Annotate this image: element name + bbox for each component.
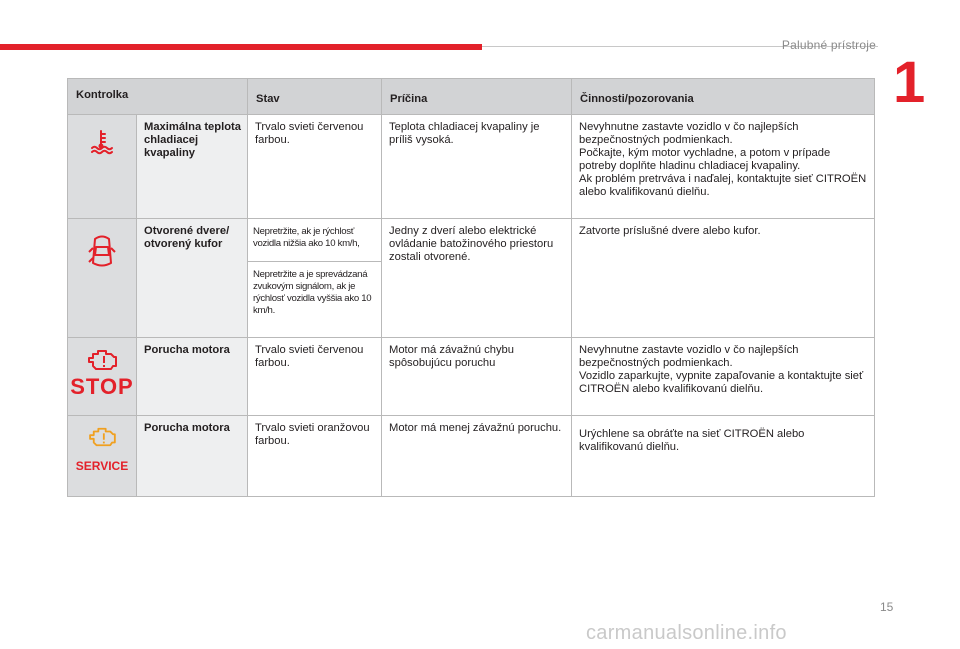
cause-cell: Motor má menej závažnú poruchu. bbox=[382, 416, 572, 497]
table-row bbox=[68, 219, 875, 262]
row-label: Porucha motora bbox=[137, 416, 248, 497]
chapter-number: 1 bbox=[893, 50, 926, 115]
service-label: SERVICE bbox=[75, 459, 129, 473]
cause-cell: Jedny z dverí alebo elektrické ovládanie batožinového priestoru zostali otvorené. bbox=[382, 219, 572, 338]
icon-cell bbox=[68, 115, 137, 219]
header-accent-bar bbox=[0, 44, 482, 50]
row-label: Maximálna teplota chladiacej kvapaliny bbox=[137, 115, 248, 219]
engine-stop-icon bbox=[70, 348, 134, 399]
icon-cell bbox=[68, 338, 137, 416]
state-cell: Nepretržite, ak je rýchlosť vozidla nižšia ako 10 km/h, bbox=[248, 219, 382, 262]
page-number: 15 bbox=[880, 600, 894, 614]
state-cell: Trvalo svieti červenou farbou. bbox=[248, 115, 382, 219]
row-label: Porucha motora bbox=[137, 338, 248, 416]
action-cell: Zatvorte príslušné dvere alebo kufor. bbox=[572, 219, 875, 338]
state-cell: Nepretržite a je sprevádzaná zvukovým signálom, ak je rýchlosť vozidla vyššia ako 10 km/h. bbox=[248, 262, 382, 338]
stop-label: STOP bbox=[70, 374, 134, 399]
engine-service-icon bbox=[76, 426, 128, 473]
column-header-stav: Stav bbox=[248, 79, 382, 115]
coolant-temperature-icon bbox=[89, 129, 115, 159]
table-row bbox=[68, 338, 875, 416]
action-cell: Nevyhnutne zastavte vozidlo v čo najlepších bezpečnostných podmienkach. Vozidlo zaparkujte, vypnite zapaľovanie a kontaktujte sieť CITROËN alebo kvalifikovanú dielňu. bbox=[572, 338, 875, 416]
column-header-cinnosti: Činnosti/pozorovania bbox=[572, 79, 875, 115]
column-header-pricina: Príčina bbox=[382, 79, 572, 115]
table-row bbox=[68, 416, 875, 497]
section-title: Palubné prístroje bbox=[781, 38, 876, 52]
state-cell: Trvalo svieti oranžovou farbou. bbox=[248, 416, 382, 497]
column-header-kontrolka: Kontrolka bbox=[68, 79, 248, 115]
cause-cell: Motor má závažnú chybu spôsobujúcu poruchu bbox=[382, 338, 572, 416]
action-cell: Urýchlene sa obráťte na sieť CITROËN alebo kvalifikovanú dielňu. bbox=[572, 416, 875, 497]
icon-cell bbox=[68, 219, 137, 338]
warning-lights-table bbox=[67, 78, 875, 497]
action-cell: Nevyhnutne zastavte vozidlo v čo najlepších bezpečnostných podmienkach. Počkajte, kým motor vychladne, a potom v prípade potreby doplňte hladinu chladiacej kvapaliny. Ak problém pretrváva i naďalej, kontaktujte sieť CITROËN alebo kvalifikovanú dielňu. bbox=[572, 115, 875, 219]
state-cell: Trvalo svieti červenou farbou. bbox=[248, 338, 382, 416]
cause-cell: Teplota chladiacej kvapaliny je príliš vysoká. bbox=[382, 115, 572, 219]
table-row bbox=[68, 115, 875, 219]
icon-cell bbox=[68, 416, 137, 497]
watermark-text: carmanualsonline.info bbox=[586, 622, 787, 644]
table-header-row bbox=[68, 79, 875, 115]
door-open-icon bbox=[88, 233, 116, 275]
row-label: Otvorené dvere/ otvorený kufor bbox=[137, 219, 248, 338]
